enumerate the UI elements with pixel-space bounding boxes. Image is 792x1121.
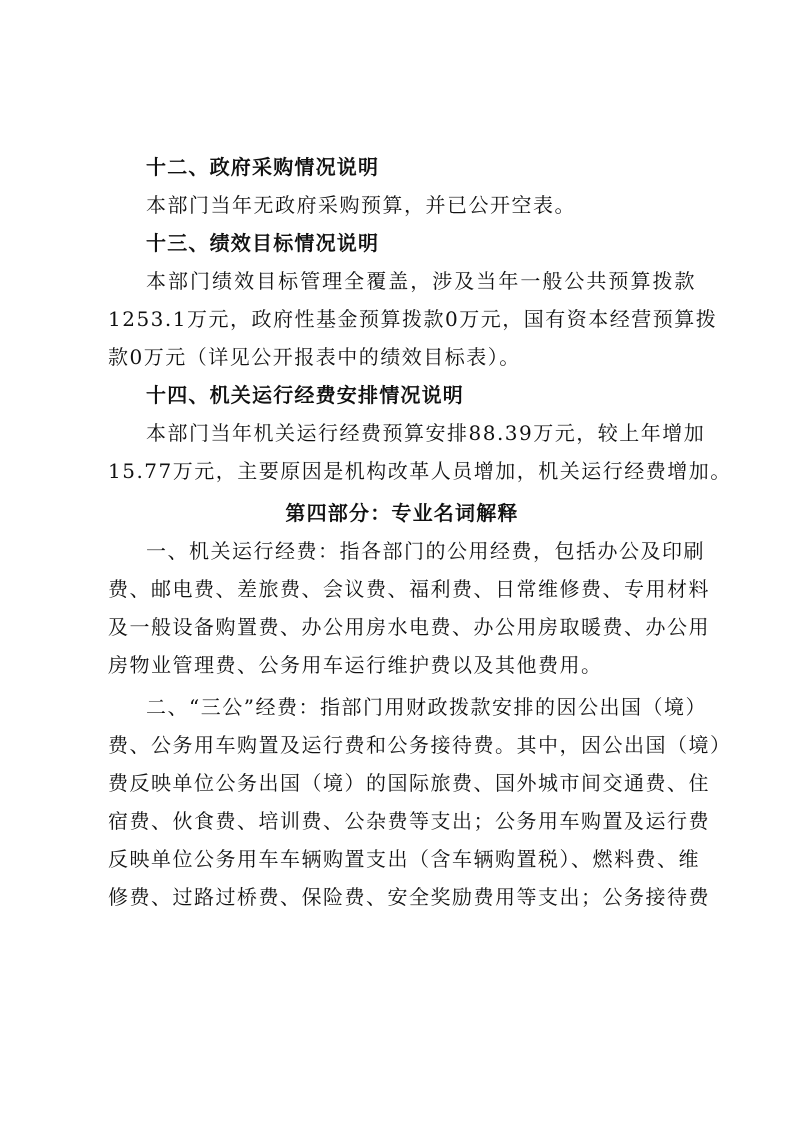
paragraph-line: 1253.1万元，政府性基金预算拨款0万元，国有资本经营预算拨: [108, 307, 718, 331]
paragraph-line: 15.77万元，主要原因是机构改革人员增加，机关运行经费增加。: [108, 459, 732, 483]
paragraph-line: 款0万元（详见公开报表中的绩效目标表）。: [108, 345, 521, 369]
paragraph-line: 费反映单位公务出国（境）的国际旅费、国外城市间交通费、住: [108, 771, 710, 795]
paragraph-line: 本部门当年无政府采购预算，并已公开空表。: [146, 193, 576, 217]
paragraph-line: 反映单位公务用车车辆购置支出（含车辆购置税）、燃料费、维: [108, 847, 700, 871]
section-heading-operating-funds: 十四、机关运行经费安排情况说明: [146, 383, 464, 407]
paragraph-line: 本部门绩效目标管理全覆盖，涉及当年一般公共预算拨款: [146, 269, 696, 293]
paragraph-line: 本部门当年机关运行经费预算安排88.39万元，较上年增加: [146, 421, 706, 445]
paragraph-line: 费、公务用车购置及运行费和公务接待费。其中，因公出国（境）: [108, 733, 732, 757]
paragraph-line: 费、邮电费、差旅费、会议费、福利费、日常维修费、专用材料: [108, 577, 710, 601]
paragraph-line: 房物业管理费、公务用车运行维护费以及其他费用。: [108, 653, 603, 677]
paragraph-line: 一、机关运行经费：指各部门的公用经费，包括办公及印刷: [146, 539, 705, 563]
part-heading-glossary: 第四部分：专业名词解释: [285, 501, 519, 525]
paragraph-line: 修费、过路过桥费、保险费、安全奖励费用等支出；公务接待费: [108, 885, 710, 909]
document-body: [108, 148, 732, 916]
paragraph-line: 宿费、伙食费、培训费、公杂费等支出；公务用车购置及运行费: [108, 809, 710, 833]
paragraph-line: 及一般设备购置费、办公用房水电费、办公用房取暖费、办公用: [108, 615, 710, 639]
paragraph-line: 二、“三公”经费：指部门用财政拨款安排的因公出国（境）: [146, 695, 707, 719]
section-heading-performance: 十三、绩效目标情况说明: [146, 231, 380, 255]
section-heading-procurement: 十二、政府采购情况说明: [146, 155, 380, 179]
